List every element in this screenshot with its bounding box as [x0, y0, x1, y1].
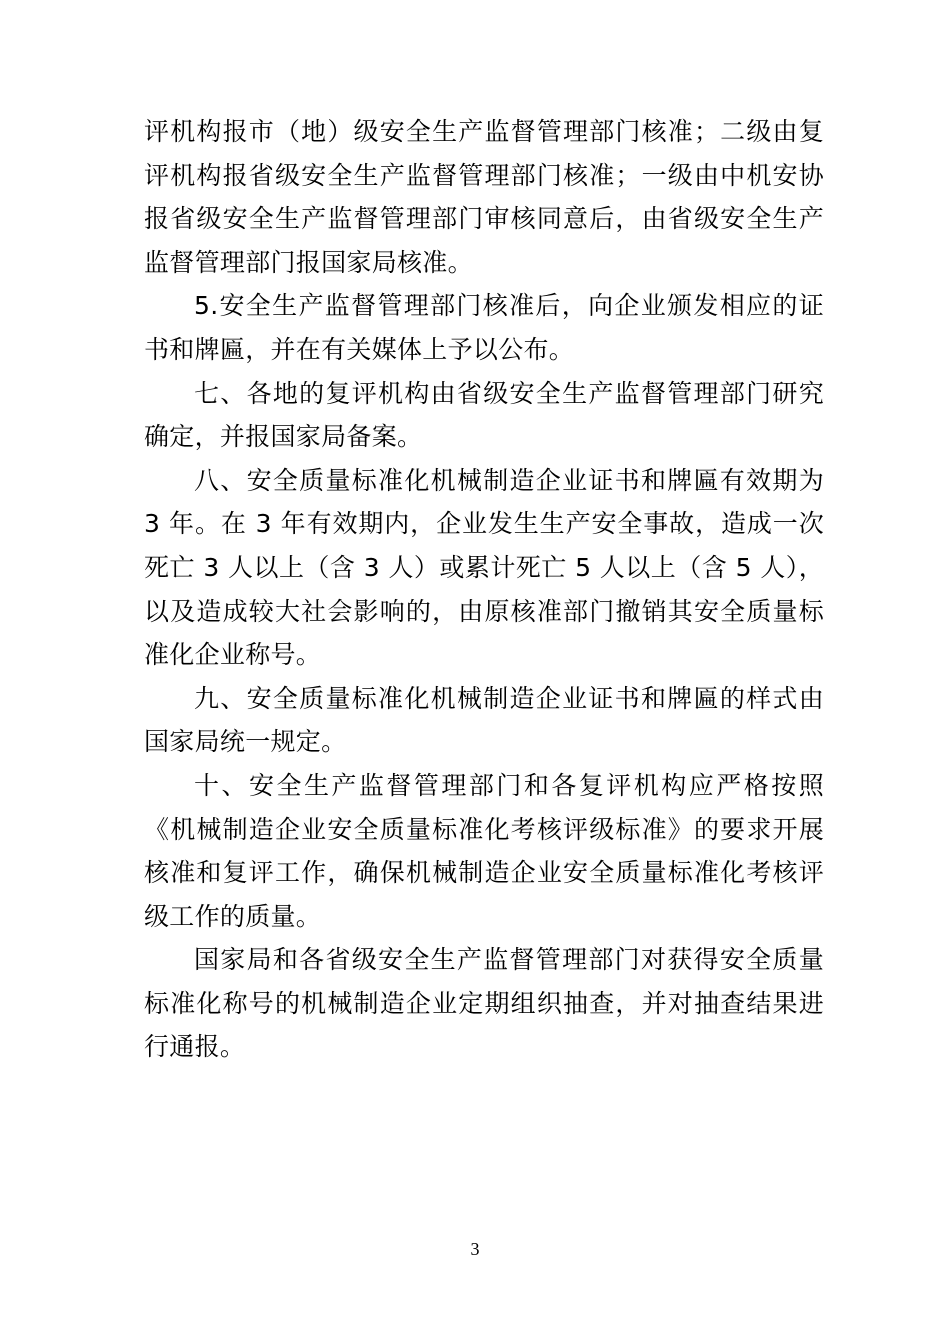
paragraph-continuation: 评机构报市（地）级安全生产监督管理部门核准；二级由复评机构报省级安全生产监督管理部门核准；一级由中机安协报省级安全生产监督管理部门审核同意后，由省级安全生产监督管理部门报国家局核准。 — [144, 117, 824, 277]
paragraph-item-5: 5.安全生产监督管理部门核准后，向企业颁发相应的证书和牌匾，并在有关媒体上予以公布。 — [144, 291, 824, 364]
paragraph-section-7: 七、各地的复评机构由省级安全生产监督管理部门研究确定，并报国家局备案。 — [144, 378, 824, 452]
paragraph-inspection: 国家局和各省级安全生产监督管理部门对获得安全质量标准化称号的机械制造企业定期组织抽查，并对抽查结果进行通报。 — [144, 945, 824, 1062]
paragraph-section-9: 九、安全质量标准化机械制造企业证书和牌匾的样式由国家局统一规定。 — [144, 683, 824, 757]
page-number: 3 — [470, 1239, 480, 1259]
paragraph-section-10: 十、安全生产监督管理部门和各复评机构应严格按照《机械制造企业安全质量标准化考核评级标准》的要求开展核准和复评工作，确保机械制造企业安全质量标准化考核评级工作的质量。 — [144, 770, 824, 931]
document-body — [144, 110, 824, 1069]
paragraph-section-8: 八、安全质量标准化机械制造企业证书和牌匾有效期为 3 年。在 3 年有效期内，企业发生生产安全事故，造成一次死亡 3 人以上（含 3 人）或累计死亡 5 人以上（含 5 人），以及造成较大社会影响的，由原核准部门撤销其安全质量标准化企业称号。 — [144, 465, 824, 670]
